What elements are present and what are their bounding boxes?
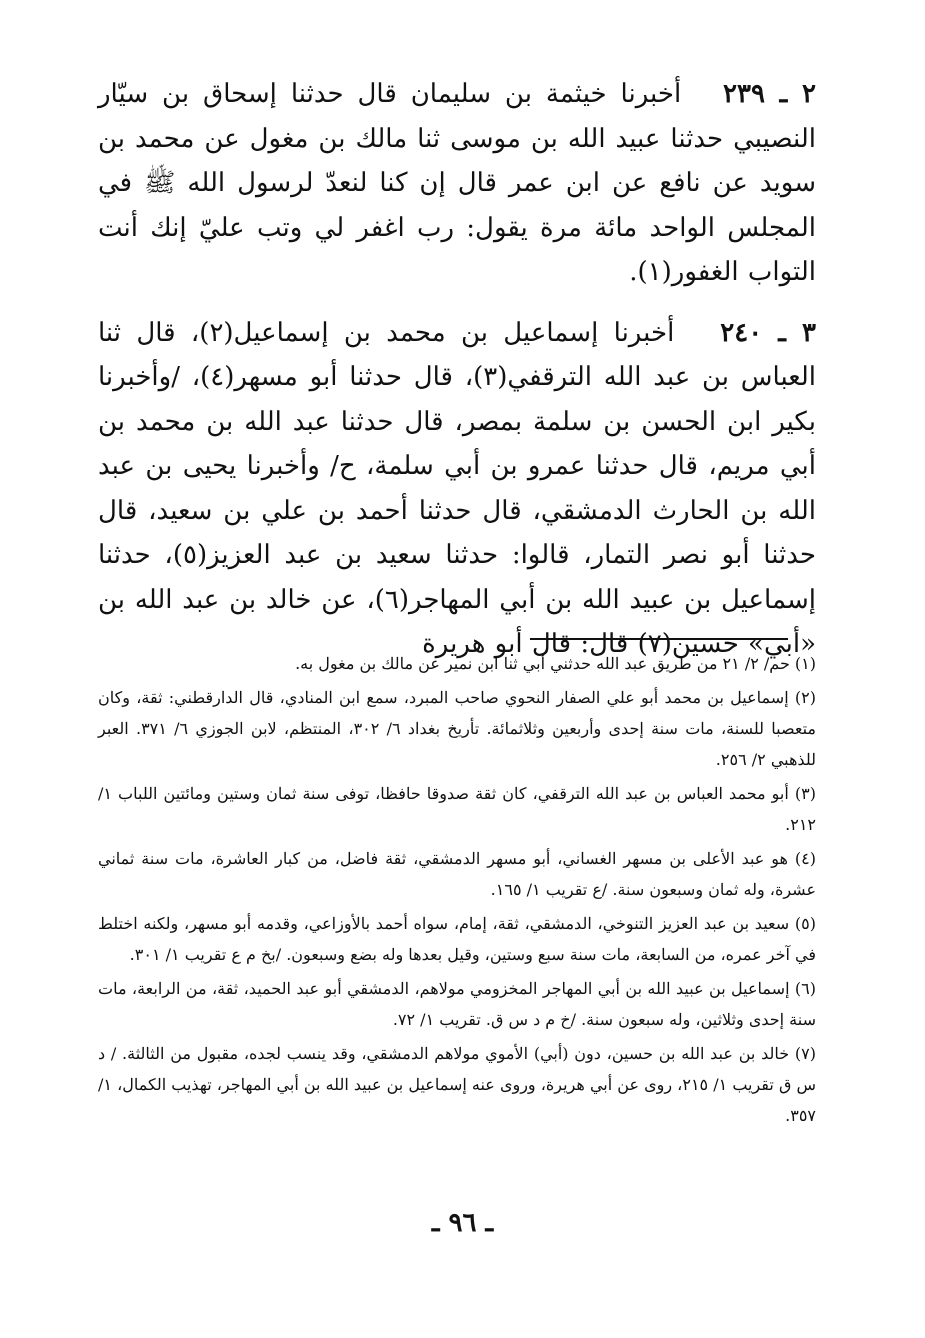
footnote-6: (٦) إسماعيل بن عبيد الله بن أبي المهاجر المخزومي مولاهم، الدمشقي أبو عبد الحميد، ثقة، من الرابعة، مات سنة إحدى وثلاثين، وله سبعون سنة. /خ م د س ق. تقريب ١/ ٧٢.	[98, 979, 816, 1029]
page-number: ـ ٩٦ ـ	[431, 1208, 494, 1238]
footnote-1: (١) حم/ ٢/ ٢١ من طريق عبد الله حدثني أبي ثنا ابن نمير عن مالك بن مغول به.	[295, 654, 816, 673]
hadith-text: أخبرنا خيثمة بن سليمان قال حدثنا إسحاق بن سيّار النصيبي حدثنا عبيد الله بن موسى ثنا مالك بن مغول عن محمد بن سويد عن نافع عن ابن عمر قال إن كنا لنعدّ لرسول الله ﷺ في المجلس الواحد مائة مرة يقول: رب اغفر لي وتب عليّ إنك أنت التواب الغفور(١).	[98, 79, 816, 287]
footnote-7: (٧) خالد بن عبد الله بن حسين، دون (أبي) الأموي مولاهم الدمشقي، وقد ينسب لجده، مقبول من الثالثة. / د س ق تقريب ١/ ٢١٥، روى عن أبي هريرة، وروى عنه إسماعيل بن عبيد الله بن أبي المهاجر، تهذيب الكمال، ١/ ٣٥٧.	[98, 1044, 816, 1125]
hadith-number: ٢ ـ ٢٣٩	[723, 79, 816, 109]
hadith-240	[98, 311, 816, 667]
footnote-4: (٤) هو عبد الأعلى بن مسهر الغساني، أبو مسهر الدمشقي، ثقة فاضل، من كبار العاشرة، مات سنة ثماني عشرة، وله ثمان وسبعون سنة. /ع تقريب ١/ ١٦٥.	[98, 849, 816, 899]
hadith-text: أخبرنا إسماعيل بن محمد بن إسماعيل(٢)، قال ثنا العباس بن عبد الله الترقفي(٣)، قال حدثنا أبو مسهر(٤)، /وأخبرنا بكير ابن الحسن بن سلمة بمصر، قال حدثنا عبد الله بن محمد بن أبي مريم، قال حدثنا عمرو بن أبي سلمة، ح/ وأخبرنا يحيى بن عبد الله بن الحارث الدمشقي، قال حدثنا أحمد بن علي بن سعيد، قال حدثنا أبو نصر التمار، قالوا: حدثنا سعيد بن عبد العزيز(٥)، حدثنا إسماعيل بن عبيد الله بن أبي المهاجر(٦)، عن خالد بن عبد الله بن «أبي» حسين(٧) قال: قال أبو هريرة	[98, 317, 816, 659]
footnote-2: (٢) إسماعيل بن محمد أبو علي الصفار النحوي صاحب المبرد، سمع ابن المنادي، قال الدارقطني: ثقة، وكان متعصبا للسنة، مات سنة إحدى وأربعين وثلاثمائة. تأريخ بغداد ٦/ ٣٠٢، المنتظم، لابن الجوزي ٦/ ٣٧١. العبر للذهبي ٢/ ٢٥٦.	[98, 688, 817, 769]
footnote-divider	[530, 638, 788, 640]
hadith-number: ٣ ـ ٢٤٠	[720, 317, 816, 348]
hadith-239	[98, 72, 816, 295]
footnote-3: (٣) أبو محمد العباس بن عبد الله الترقفي، كان ثقة صدوقا حافظا، توفى سنة ثمان وستين ومائتين اللباب ١/ ٢١٢.	[98, 784, 816, 834]
main-text	[98, 72, 816, 683]
footnote-5: (٥) سعيد بن عبد العزيز التنوخي، الدمشقي، ثقة، إمام، سواه أحمد بالأوزاعي، وقدمه أبو مسهر، ولكنه اختلط في آخر عمره، من السابعة، مات سنة سبع وستين، وقيل بعدها وله بضع وسبعون. /بخ م ع تقريب ١/ ٣٠١.	[98, 914, 816, 964]
footnotes	[98, 648, 816, 1134]
